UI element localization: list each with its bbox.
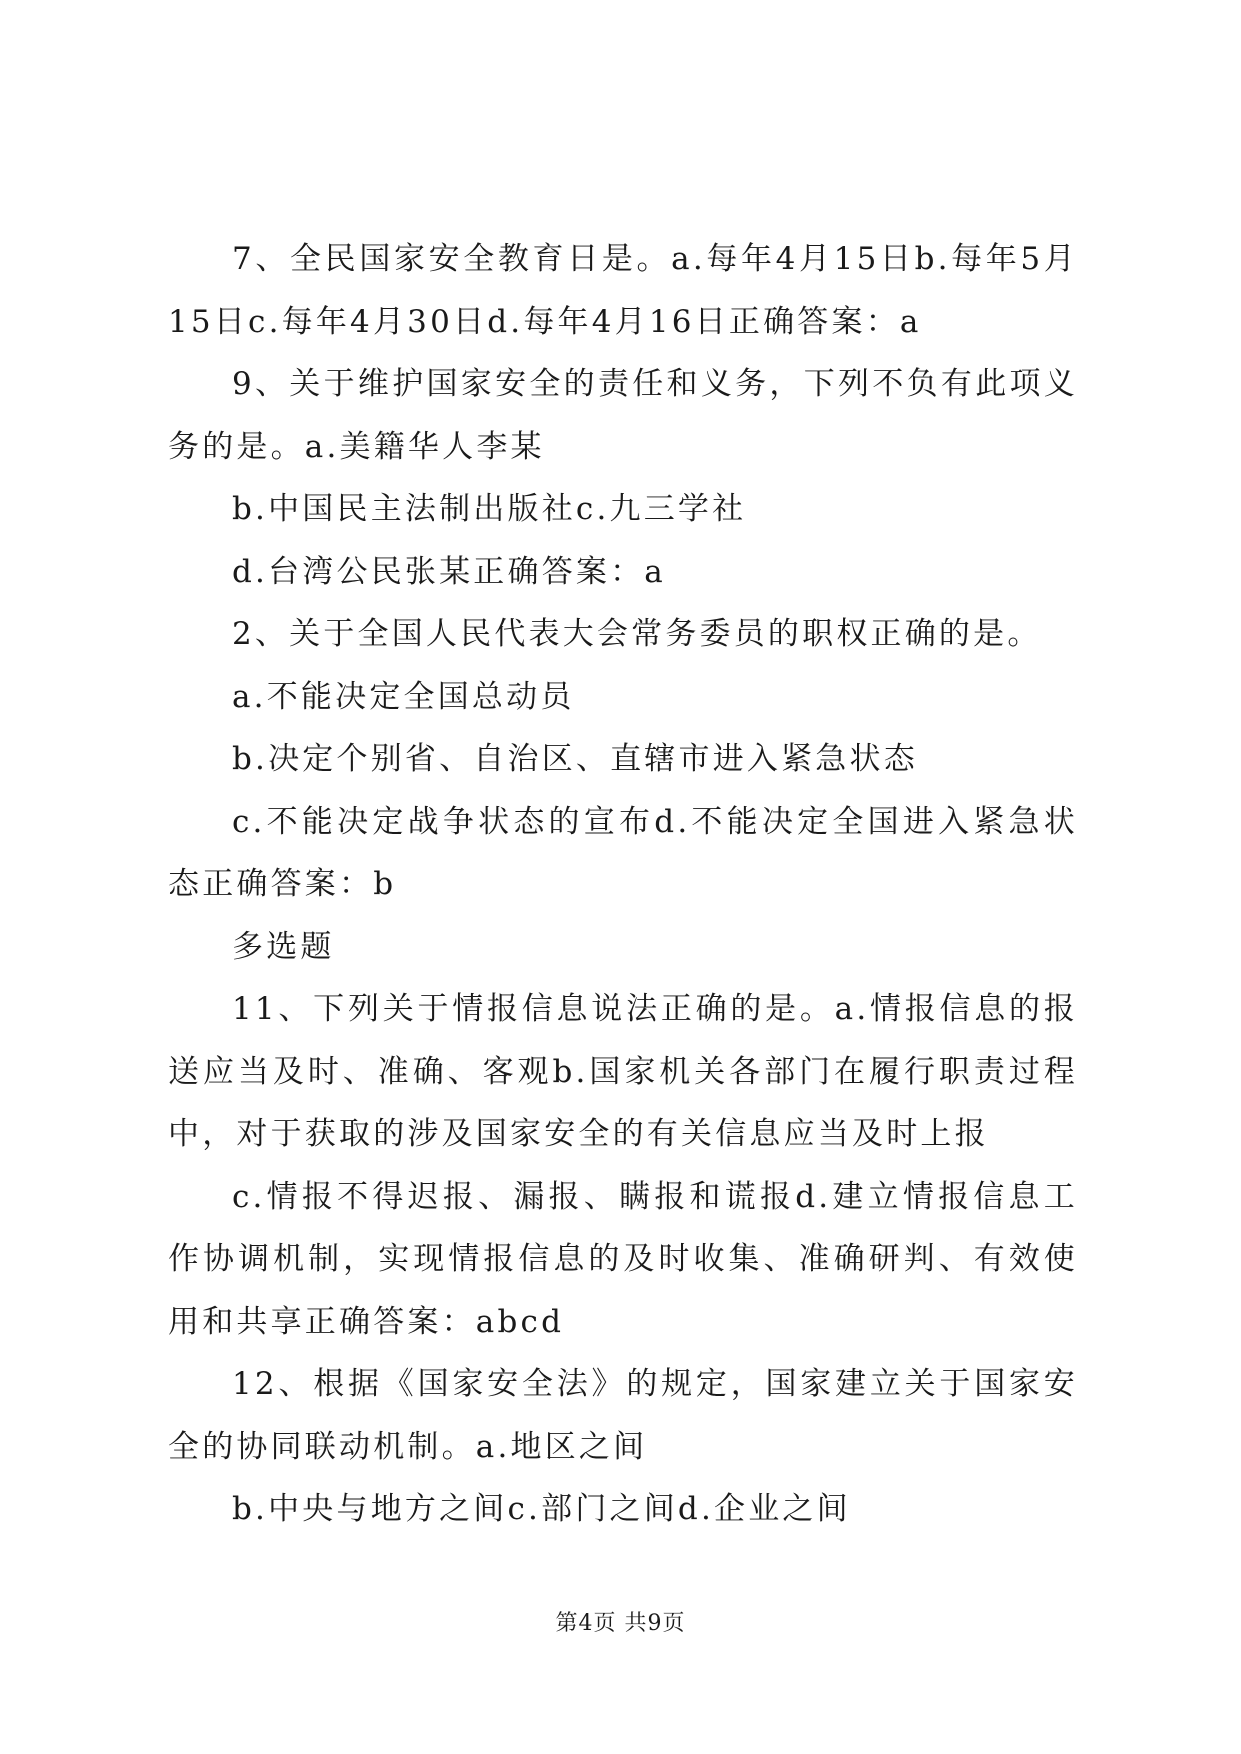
paragraph-q11: 11、下列关于情报信息说法正确的是。a.情报信息的报送应当及时、准确、客观b.国家机关各部门在履行职责过程中，对于获取的涉及国家安全的有关信息应当及时上报 [168, 991, 1078, 1152]
page-number-footer: 第4页 共9页 [555, 1611, 686, 1636]
paragraph-q12-options-bcd: b.中央与地方之间c.部门之间d.企业之间 [232, 1491, 851, 1527]
paragraph-q11-options-cd-answer: c.情报不得迟报、漏报、瞒报和谎报d.建立情报信息工作协调机制，实现情报信息的及时收集、准确研判、有效使用和共享正确答案：abcd [168, 1178, 1078, 1340]
paragraph-q2-option-a: a.不能决定全国总动员 [232, 678, 575, 715]
document-body [168, 228, 1078, 1541]
paragraph-q9: 9、关于维护国家安全的责任和义务，下列不负有此项义务的是。a.美籍华人李某 [168, 366, 1078, 465]
section-heading-multiple-choice: 多选题 [232, 928, 335, 965]
paragraph-q7: 7、全民国家安全教育日是。a.每年4月15日b.每年5月15日c.每年4月30日d.每年4月16日正确答案：a [168, 241, 1078, 340]
paragraph-q12: 12、根据《国家安全法》的规定，国家建立关于国家安全的协同联动机制。a.地区之间 [168, 1366, 1078, 1465]
paragraph-q2: 2、关于全国人民代表大会常务委员的职权正确的是。 [232, 616, 1042, 652]
paragraph-q2-option-b: b.决定个别省、自治区、直辖市进入紧急状态 [232, 741, 918, 777]
paragraph-q9-option-d-answer: d.台湾公民张某正确答案：a [232, 553, 666, 590]
paragraph-q9-options-bc: b.中国民主法制出版社c.九三学社 [232, 491, 747, 527]
paragraph-q2-options-cd-answer: c.不能决定战争状态的宣布d.不能决定全国进入紧急状态正确答案：b [168, 803, 1078, 902]
